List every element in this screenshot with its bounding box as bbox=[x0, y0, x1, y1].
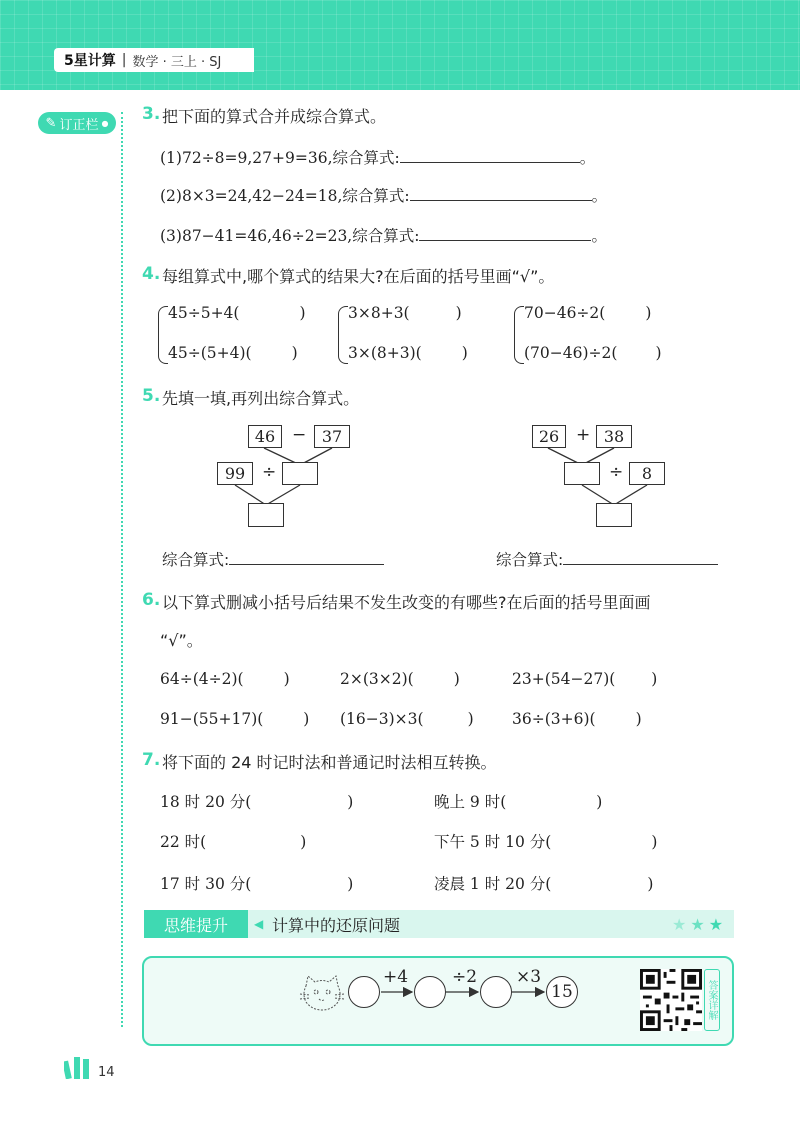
answer-explain-label: 答案详解 bbox=[704, 969, 720, 1031]
q3-item-1-text: (1)72÷8=9,27+9=36,综合算式: bbox=[160, 149, 400, 167]
q7-number: 7. bbox=[142, 750, 161, 770]
q3-number: 3. bbox=[142, 104, 161, 124]
q5-left-box-a: 46 bbox=[248, 425, 282, 448]
q4-g3-b-text: (70−46)÷2( bbox=[524, 344, 618, 362]
star-icon: ★ bbox=[708, 915, 728, 934]
pencil-icon: ✎ bbox=[45, 115, 57, 131]
q7-r2-close: ) bbox=[651, 833, 658, 851]
books-icon bbox=[64, 1055, 96, 1079]
q6-r2-c1-text: 91−(55+17)( bbox=[160, 710, 264, 728]
q5-prompt: 先填一填,再列出综合算式。 bbox=[162, 389, 360, 408]
q6-r1-c2-close: ) bbox=[453, 670, 460, 688]
q5-number: 5. bbox=[142, 386, 161, 406]
q5-left-box-b: 37 bbox=[314, 425, 350, 448]
q3-item-3-text: (3)87−41=46,46÷2=23,综合算式: bbox=[160, 227, 420, 245]
flow-result: 15 bbox=[546, 976, 578, 1008]
q5-left-box-c: 99 bbox=[217, 462, 253, 485]
q4-g3-b-close: ) bbox=[655, 344, 662, 362]
q7-r2-text: 下午 5 时 10 分( bbox=[434, 833, 552, 851]
brand-title: 5星计算 bbox=[64, 53, 116, 69]
q7-l2-text: 22 时( bbox=[160, 833, 207, 851]
q7-l2-close: ) bbox=[300, 833, 307, 851]
q3-item-1-end: 。 bbox=[579, 149, 596, 167]
q5-right-formula-label: 综合算式: bbox=[496, 551, 564, 569]
thinking-tag: 思维提升 bbox=[144, 910, 248, 938]
q4-g2-a-close: ) bbox=[455, 304, 462, 322]
q7-l1-text: 18 时 20 分( bbox=[160, 793, 252, 811]
thinking-title: 计算中的还原问题 bbox=[272, 915, 401, 935]
q6-r2-c3-text: 36÷(3+6)( bbox=[512, 710, 596, 728]
flow-op-2: ÷2 bbox=[452, 967, 478, 987]
q4-number: 4. bbox=[142, 264, 161, 284]
q7-r1-close: ) bbox=[596, 793, 603, 811]
q5-right-op1: + bbox=[576, 425, 591, 445]
q6-r1-c2-text: 2×(3×2)( bbox=[340, 670, 414, 688]
arrow-left-icon: ◀ bbox=[254, 917, 264, 931]
q6-r2-c3-close: ) bbox=[635, 710, 642, 728]
q4-g2-a-text: 3×8+3( bbox=[348, 304, 410, 322]
q6-r1-c1-close: ) bbox=[283, 670, 290, 688]
q6-r2-c1-close: ) bbox=[303, 710, 310, 728]
q5-right-op2: ÷ bbox=[609, 462, 624, 482]
flow-blank-2[interactable] bbox=[414, 976, 446, 1008]
q5-left-op2: ÷ bbox=[262, 462, 277, 482]
q7-l3-text: 17 时 30 分( bbox=[160, 875, 252, 893]
q4-g3-a-text: 70−46÷2( bbox=[524, 304, 606, 322]
subject-label: 数学 · 三上 · SJ bbox=[132, 54, 222, 70]
q6-r1-c3-text: 23+(54−27)( bbox=[512, 670, 616, 688]
q3-prompt: 把下面的算式合并成综合算式。 bbox=[162, 107, 387, 126]
flow-op-3: ×3 bbox=[516, 967, 542, 987]
flow-op-1: +4 bbox=[383, 967, 409, 987]
flow-blank-1[interactable] bbox=[348, 976, 380, 1008]
dot-icon: ● bbox=[101, 118, 109, 128]
q6-prompt-line2: “√”。 bbox=[160, 631, 203, 650]
q6-prompt-line1: 以下算式删减小括号后结果不发生改变的有哪些?在后面的括号里面画 bbox=[162, 593, 651, 612]
q5-right-box-c: 8 bbox=[629, 462, 665, 485]
flow-blank-3[interactable] bbox=[480, 976, 512, 1008]
q3-item-2-end: 。 bbox=[591, 187, 608, 205]
q5-left-op1: − bbox=[292, 425, 307, 445]
q3-item-3-end: 。 bbox=[591, 227, 607, 245]
q5-left-formula-label: 综合算式: bbox=[162, 551, 230, 569]
star-icon: ★ bbox=[672, 915, 691, 934]
q4-g2-b-text: 3×(8+3)( bbox=[348, 344, 422, 362]
q4-g2-b-close: ) bbox=[461, 344, 468, 362]
star-icon: ★ bbox=[690, 915, 709, 934]
q4-g1-b-text: 45÷(5+4)( bbox=[168, 344, 252, 362]
q7-l1-close: ) bbox=[347, 793, 354, 811]
q6-r1-c1-text: 64÷(4÷2)( bbox=[160, 670, 244, 688]
q5-right-box-a: 26 bbox=[532, 425, 566, 448]
q6-r1-c3-close: ) bbox=[651, 670, 658, 688]
q7-r3-text: 凌晨 1 时 20 分( bbox=[434, 875, 552, 893]
q4-g1-a-text: 45÷5+4( bbox=[168, 304, 240, 322]
q3-item-2-text: (2)8×3=24,42−24=18,综合算式: bbox=[160, 187, 410, 205]
q6-number: 6. bbox=[142, 590, 161, 610]
header-separator: | bbox=[121, 52, 127, 68]
q4-g1-b-close: ) bbox=[291, 344, 298, 362]
q7-r3-close: ) bbox=[647, 875, 654, 893]
q7-l3-close: ) bbox=[347, 875, 354, 893]
q4-g1-a-close: ) bbox=[299, 304, 306, 322]
page-number: 14 bbox=[98, 1065, 115, 1080]
q7-prompt: 将下面的 24 时记时法和普通记时法相互转换。 bbox=[162, 753, 497, 772]
notes-label: 订正栏 bbox=[59, 117, 99, 133]
q4-g3-a-close: ) bbox=[645, 304, 652, 322]
q4-prompt: 每组算式中,哪个算式的结果大?在后面的括号里画“√”。 bbox=[162, 267, 555, 286]
q6-r2-c2-text: (16−3)×3( bbox=[340, 710, 424, 728]
q6-r2-c2-close: ) bbox=[467, 710, 474, 728]
q7-r1-text: 晚上 9 时( bbox=[434, 793, 507, 811]
q5-right-box-b: 38 bbox=[596, 425, 632, 448]
qr-code[interactable] bbox=[640, 969, 702, 1031]
